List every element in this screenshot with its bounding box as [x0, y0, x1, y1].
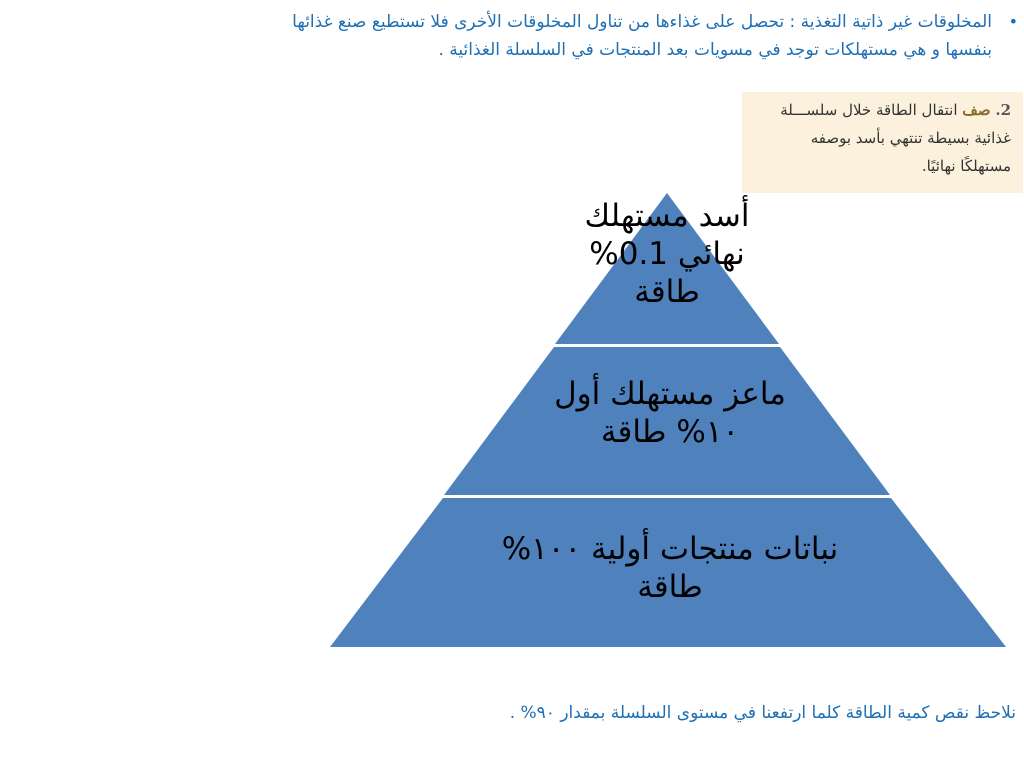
callout-line-2: غذائية بسيطة تنتهي بأسد بوصفه: [810, 129, 1011, 147]
tier-lion-line-1: أسد مستهلك: [584, 198, 750, 234]
tier-lion-line-3: طاقة: [634, 274, 700, 310]
tier-goat-line-2: ١٠% طاقة: [600, 414, 740, 450]
tier-label-lion: [537, 197, 797, 311]
conclusion-text: نلاحظ نقص كمية الطاقة كلما ارتفعنا في مستوى السلسلة بمقدار ٩٠% .: [509, 703, 1016, 723]
intro-line-1: المخلوقات غير ذاتية التغذية : تحصل على غذاءها من تناول المخلوقات الأخرى فلا تستطيع صنع غذائها: [292, 12, 992, 32]
callout-keyword: صف: [962, 101, 991, 119]
tier-goat-line-1: ماعز مستهلك أول: [554, 376, 786, 412]
tier-plants-line-1: نباتات منتجات أولية ١٠٠%: [501, 531, 839, 567]
tier-plants-line-2: طاقة: [637, 569, 703, 605]
intro-line-2: بنفسها و هي مستهلكات توجد في مسويات بعد المنتجات في السلسلة الغذائية .: [438, 40, 992, 60]
tier-lion-line-2: نهائي 0.1%: [589, 236, 745, 272]
callout-line-1-text: انتقال الطاقة خلال سلســـلة: [780, 101, 958, 119]
tier-label-goat: [520, 375, 820, 451]
callout-line-3: مستهلكًا نهائيًا.: [921, 157, 1011, 175]
bullet-icon: •: [1008, 12, 1018, 31]
tier-label-plants: [440, 530, 900, 606]
callout-number: 2.: [995, 101, 1011, 119]
